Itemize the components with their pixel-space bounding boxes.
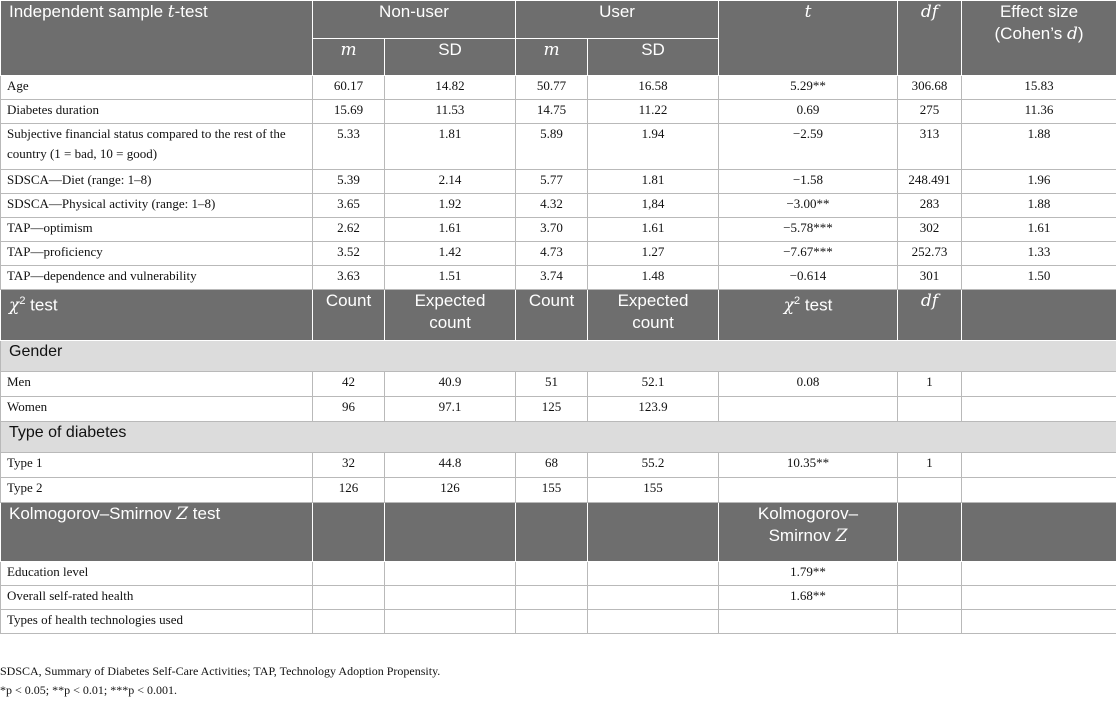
nonuser-sd: 1.61 <box>385 218 516 242</box>
ks-z-value: 1.68** <box>719 586 898 610</box>
chi-header-row <box>1 290 1116 341</box>
table-row <box>1 124 1116 170</box>
gender-section-label: Gender <box>1 341 1116 372</box>
t-value: −7.67*** <box>719 242 898 266</box>
nonuser-mean: 3.65 <box>313 194 385 218</box>
diabetes-type-body <box>1 453 1116 503</box>
ttest-body <box>1 76 1116 290</box>
table-row <box>1 610 1116 634</box>
table-row <box>1 586 1116 610</box>
user-sd: 1.27 <box>588 242 719 266</box>
row-label: Women <box>1 397 313 422</box>
user-sd: 1.48 <box>588 266 719 290</box>
table-row <box>1 397 1116 422</box>
empty-cell <box>385 586 516 610</box>
user-mean: 4.32 <box>516 194 588 218</box>
user-mean: 3.74 <box>516 266 588 290</box>
nonuser-mean: 3.63 <box>313 266 385 290</box>
ks-empty-header <box>313 503 385 562</box>
t-value: −1.58 <box>719 170 898 194</box>
df-value: 252.73 <box>898 242 962 266</box>
user-expected-count: 155 <box>588 478 719 503</box>
table-row <box>1 562 1116 586</box>
user-sd: 1.81 <box>588 170 719 194</box>
nonuser-mean: 5.39 <box>313 170 385 194</box>
diabetes-type-section-row <box>1 422 1116 453</box>
row-label: Type 2 <box>1 478 313 503</box>
effect-size-value: 1.88 <box>962 194 1116 218</box>
diabetes-type-section-label: Type of diabetes <box>1 422 1116 453</box>
chi-df-header: df <box>898 290 962 341</box>
nonuser-header: Non-user <box>313 1 516 39</box>
row-label: Overall self-rated health <box>1 586 313 610</box>
user-expected-count: 123.9 <box>588 397 719 422</box>
sd-header-nonuser: SD <box>385 39 516 76</box>
user-mean: 14.75 <box>516 100 588 124</box>
t-value: 5.29** <box>719 76 898 100</box>
user-sd: 1,84 <box>588 194 719 218</box>
gender-section-row <box>1 341 1116 372</box>
chi-df-value <box>898 478 962 503</box>
empty-cell <box>962 586 1116 610</box>
empty-cell <box>962 478 1116 503</box>
chi-square-value: 10.35** <box>719 453 898 478</box>
user-sd: 16.58 <box>588 76 719 100</box>
footnote-significance: *p < 0.05; **p < 0.01; ***p < 0.001. <box>0 683 177 697</box>
nonuser-sd: 1.42 <box>385 242 516 266</box>
expected-header-user: Expected count <box>588 290 719 341</box>
chi-square-value <box>719 478 898 503</box>
row-label: SDSCA—Diet (range: 1–8) <box>1 170 313 194</box>
sd-header-user: SD <box>588 39 719 76</box>
expected-header-nonuser: Expected count <box>385 290 516 341</box>
ks-empty-header <box>516 503 588 562</box>
effect-size-value: 1.61 <box>962 218 1116 242</box>
df-value: 313 <box>898 124 962 170</box>
chi-df-value <box>898 397 962 422</box>
df-value: 306.68 <box>898 76 962 100</box>
empty-cell <box>962 610 1116 634</box>
effect-size-header: Effect size (Cohen’s d) <box>962 1 1116 76</box>
m-header-nonuser: m <box>313 39 385 76</box>
df-header: df <box>898 1 962 76</box>
nonuser-mean: 15.69 <box>313 100 385 124</box>
chi-square-value: 0.08 <box>719 372 898 397</box>
nonuser-sd: 1.51 <box>385 266 516 290</box>
row-label: Subjective financial status compared to the rest of the country (1 = bad, 10 = good) <box>1 124 313 170</box>
nonuser-sd: 11.53 <box>385 100 516 124</box>
table-row <box>1 453 1116 478</box>
empty-cell <box>588 586 719 610</box>
empty-cell <box>962 562 1116 586</box>
ks-body <box>1 562 1116 634</box>
user-sd: 1.61 <box>588 218 719 242</box>
row-label: Age <box>1 76 313 100</box>
ks-z-value <box>719 610 898 634</box>
nonuser-sd: 1.81 <box>385 124 516 170</box>
empty-cell <box>313 586 385 610</box>
footnote-abbreviations: SDSCA, Summary of Diabetes Self-Care Activities; TAP, Technology Adoption Propensity. <box>0 664 441 678</box>
empty-cell <box>962 397 1116 422</box>
nonuser-expected-count: 97.1 <box>385 397 516 422</box>
count-header-user: Count <box>516 290 588 341</box>
empty-cell <box>313 610 385 634</box>
effect-size-value: 1.50 <box>962 266 1116 290</box>
empty-cell <box>516 586 588 610</box>
ks-empty-header <box>898 503 962 562</box>
chi-empty-header <box>962 290 1116 341</box>
empty-cell <box>588 610 719 634</box>
user-mean: 5.77 <box>516 170 588 194</box>
df-value: 248.491 <box>898 170 962 194</box>
empty-cell <box>516 562 588 586</box>
empty-cell <box>962 372 1116 397</box>
chi-df-value: 1 <box>898 453 962 478</box>
ks-z-value: 1.79** <box>719 562 898 586</box>
user-count: 125 <box>516 397 588 422</box>
empty-cell <box>588 562 719 586</box>
m-header-user: m <box>516 39 588 76</box>
row-label: Men <box>1 372 313 397</box>
effect-size-value: 1.96 <box>962 170 1116 194</box>
table-row <box>1 170 1116 194</box>
chi-title: $\chi^2$ test <box>1 290 313 341</box>
user-expected-count: 55.2 <box>588 453 719 478</box>
table-row <box>1 266 1116 290</box>
row-label: SDSCA—Physical activity (range: 1–8) <box>1 194 313 218</box>
nonuser-expected-count: 126 <box>385 478 516 503</box>
ttest-title: Independent sample t-test <box>1 1 313 76</box>
row-label: TAP—proficiency <box>1 242 313 266</box>
chi-df-value: 1 <box>898 372 962 397</box>
table-row <box>1 194 1116 218</box>
chi-square-value <box>719 397 898 422</box>
t-value: 0.69 <box>719 100 898 124</box>
count-header-nonuser: Count <box>313 290 385 341</box>
t-value: −2.59 <box>719 124 898 170</box>
effect-size-value: 1.33 <box>962 242 1116 266</box>
df-value: 283 <box>898 194 962 218</box>
ks-title: Kolmogorov–Smirnov Z test <box>1 503 313 562</box>
empty-cell <box>385 610 516 634</box>
effect-size-value: 1.88 <box>962 124 1116 170</box>
table-row <box>1 76 1116 100</box>
user-sd: 11.22 <box>588 100 719 124</box>
nonuser-count: 32 <box>313 453 385 478</box>
nonuser-expected-count: 40.9 <box>385 372 516 397</box>
nonuser-sd: 1.92 <box>385 194 516 218</box>
nonuser-mean: 3.52 <box>313 242 385 266</box>
table-row <box>1 100 1116 124</box>
ks-empty-header <box>962 503 1116 562</box>
nonuser-count: 96 <box>313 397 385 422</box>
effect-size-value: 15.83 <box>962 76 1116 100</box>
effect-size-value: 11.36 <box>962 100 1116 124</box>
nonuser-mean: 5.33 <box>313 124 385 170</box>
user-mean: 4.73 <box>516 242 588 266</box>
t-header: t <box>719 1 898 76</box>
user-mean: 50.77 <box>516 76 588 100</box>
row-label: Types of health technologies used <box>1 610 313 634</box>
table-row <box>1 218 1116 242</box>
t-value: −5.78*** <box>719 218 898 242</box>
user-count: 51 <box>516 372 588 397</box>
df-value: 275 <box>898 100 962 124</box>
table-row <box>1 242 1116 266</box>
empty-cell <box>385 562 516 586</box>
df-value: 302 <box>898 218 962 242</box>
row-label: Type 1 <box>1 453 313 478</box>
gender-body <box>1 372 1116 422</box>
df-value: 301 <box>898 266 962 290</box>
ks-empty-header <box>588 503 719 562</box>
nonuser-count: 42 <box>313 372 385 397</box>
user-sd: 1.94 <box>588 124 719 170</box>
ttest-header-row <box>1 1 1116 39</box>
empty-cell <box>898 586 962 610</box>
nonuser-sd: 2.14 <box>385 170 516 194</box>
nonuser-sd: 14.82 <box>385 76 516 100</box>
nonuser-mean: 60.17 <box>313 76 385 100</box>
nonuser-mean: 2.62 <box>313 218 385 242</box>
empty-cell <box>313 562 385 586</box>
empty-cell <box>898 562 962 586</box>
user-mean: 5.89 <box>516 124 588 170</box>
row-label: TAP—optimism <box>1 218 313 242</box>
empty-cell <box>898 610 962 634</box>
ks-header-row <box>1 503 1116 562</box>
table-row <box>1 478 1116 503</box>
ks-empty-header <box>385 503 516 562</box>
nonuser-expected-count: 44.8 <box>385 453 516 478</box>
user-count: 155 <box>516 478 588 503</box>
row-label: Education level <box>1 562 313 586</box>
chi-test-header: $\chi^2$ test <box>719 290 898 341</box>
row-label: Diabetes duration <box>1 100 313 124</box>
user-header: User <box>516 1 719 39</box>
row-label: TAP—dependence and vulnerability <box>1 266 313 290</box>
ks-z-header: Kolmogorov– Smirnov Z <box>719 503 898 562</box>
t-value: −3.00** <box>719 194 898 218</box>
user-mean: 3.70 <box>516 218 588 242</box>
empty-cell <box>962 453 1116 478</box>
user-expected-count: 52.1 <box>588 372 719 397</box>
t-value: −0.614 <box>719 266 898 290</box>
user-count: 68 <box>516 453 588 478</box>
empty-cell <box>516 610 588 634</box>
nonuser-count: 126 <box>313 478 385 503</box>
table-row <box>1 372 1116 397</box>
